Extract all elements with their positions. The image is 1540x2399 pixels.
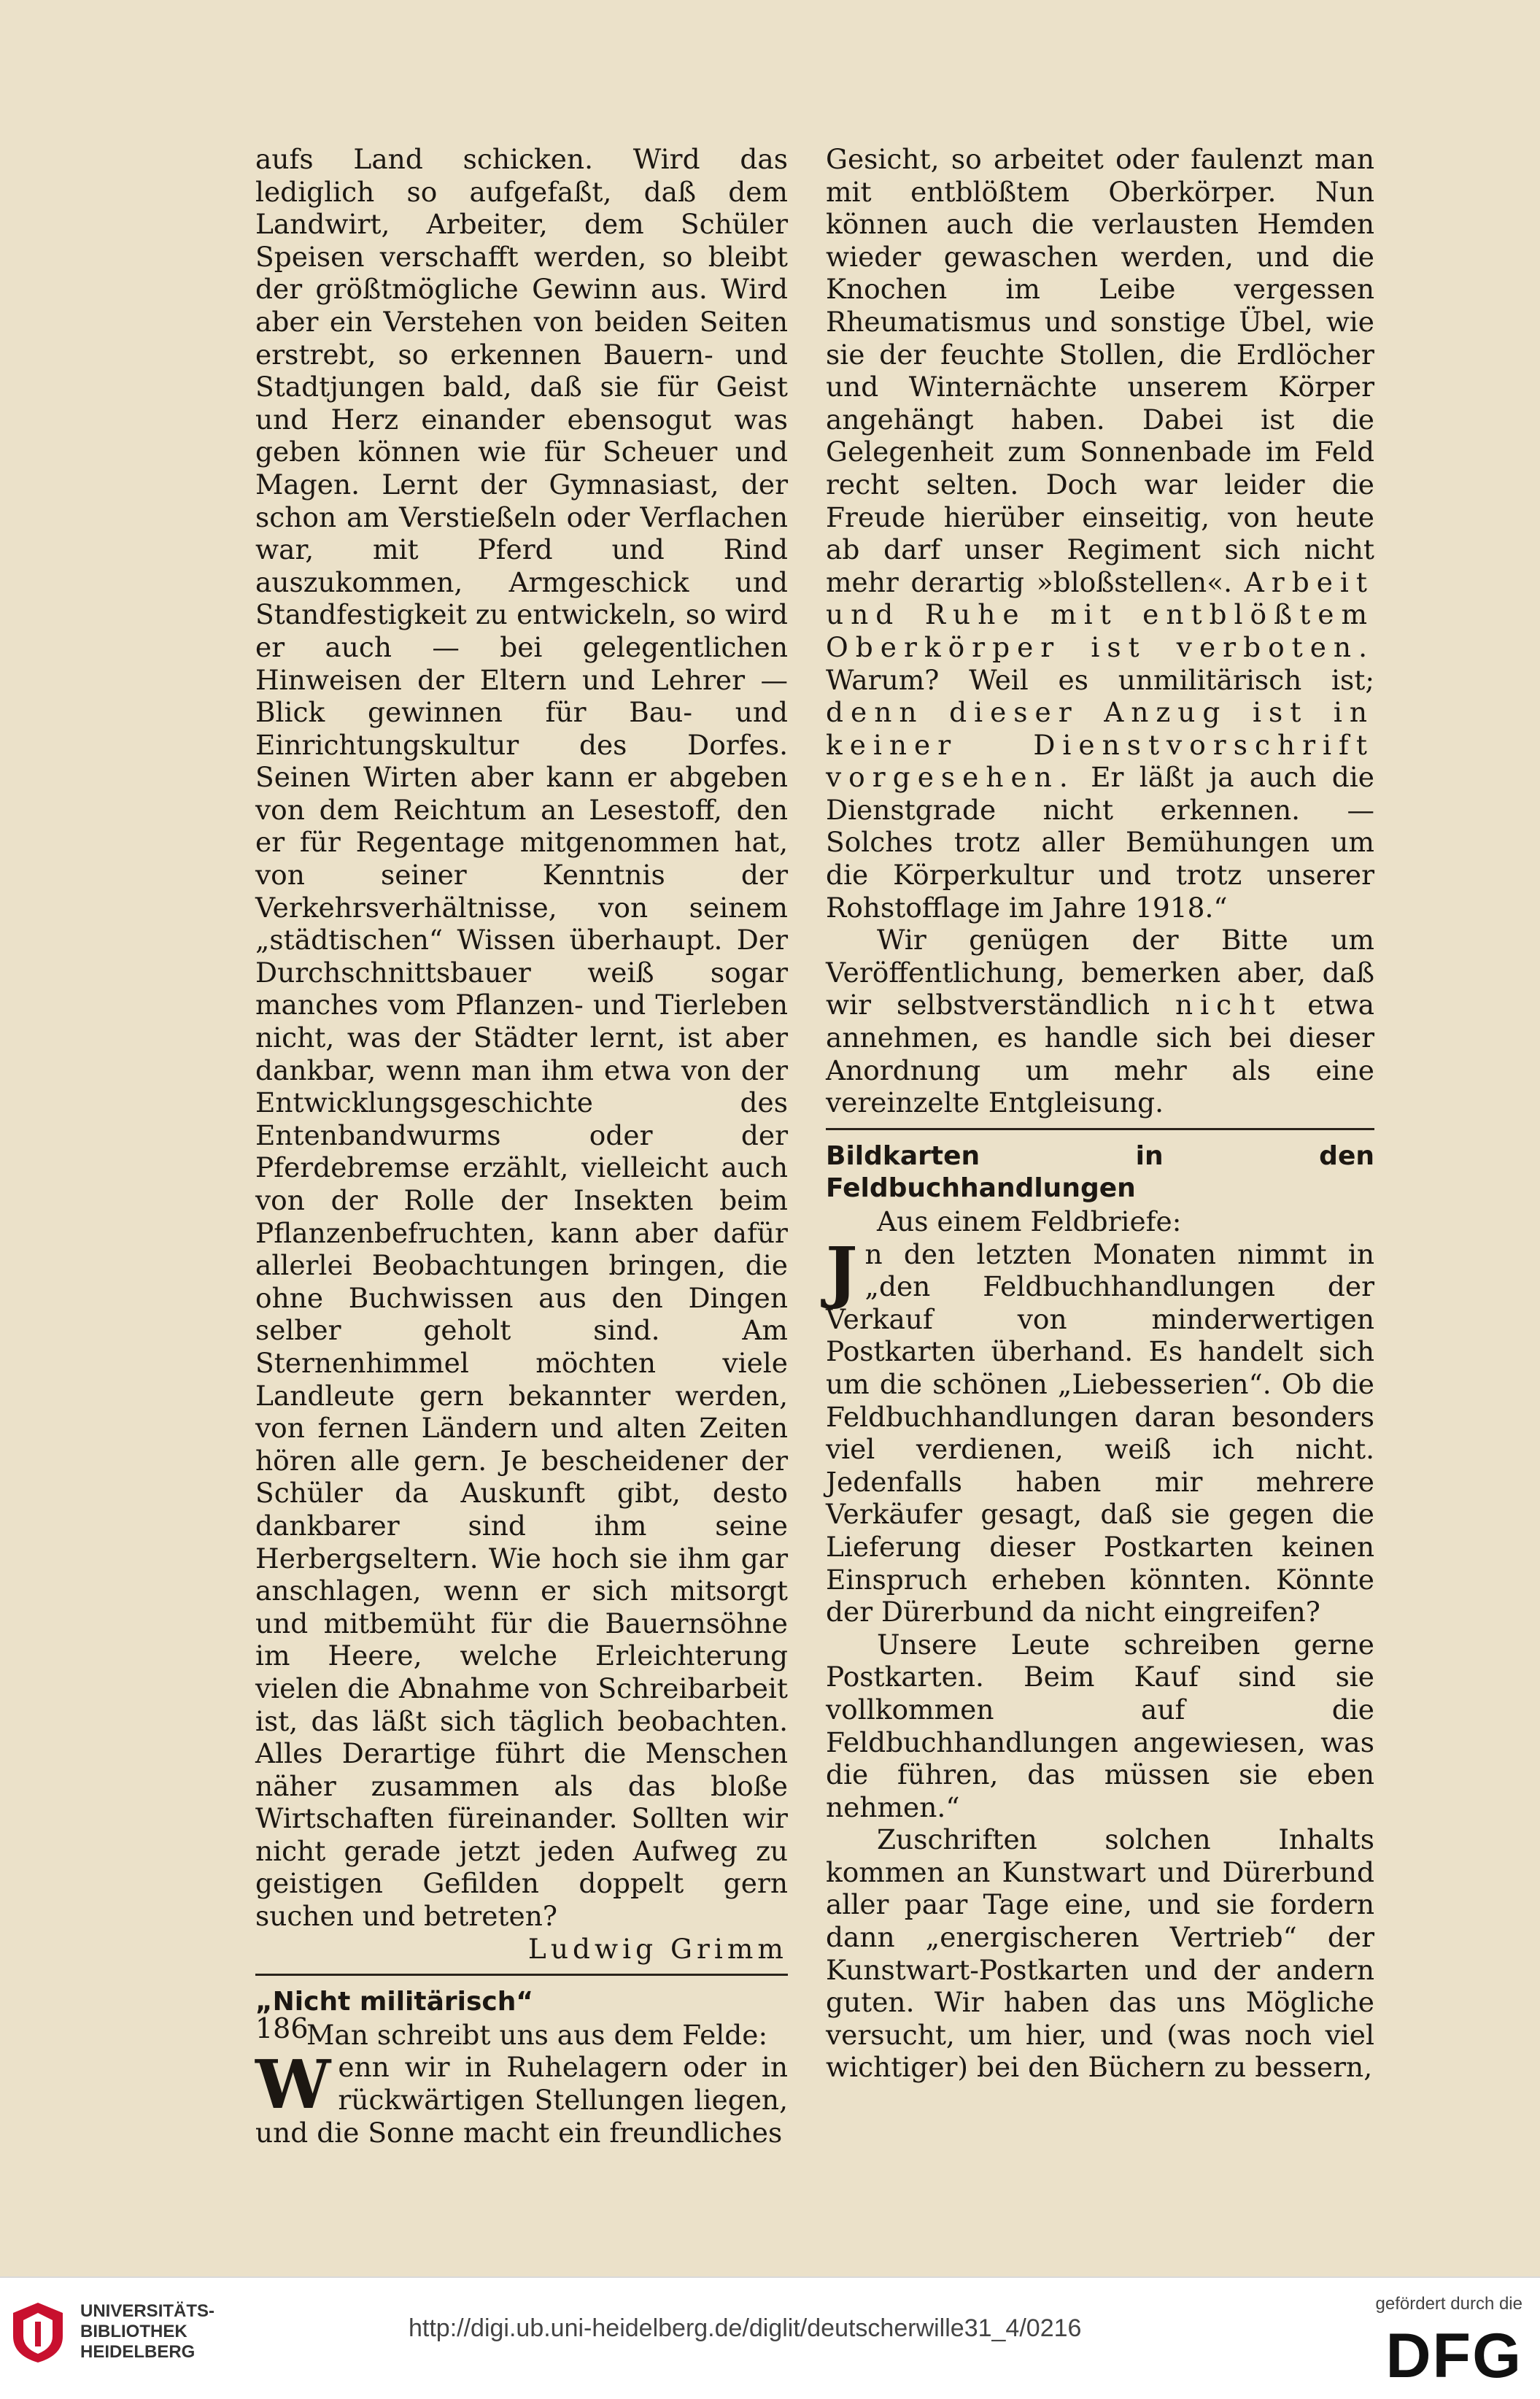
section-divider [255, 1974, 788, 1976]
page-number: 186 [255, 2012, 309, 2044]
paragraph: Zuschriften solchen Inhalts kommen an Kunstwart und Dürerbund aller paar Tage eine, und sie fordern dann „energischeren Vertrieb“ der Kunstwart-Postkarten und der andern guten. Wir haben das uns Mögliche versucht, um hier, und (was noch viel wichtiger) bei den Büchern zu bessern, [826, 1823, 1374, 2084]
drop-cap: J [826, 1232, 858, 1311]
paragraph [826, 1232, 1374, 1629]
institution-line: BIBLIOTHEK [80, 2322, 187, 2341]
paragraph-text: Er läßt ja auch die Dienstgrade nicht erkennen. — Solches trotz aller Bemühungen um die Körperkultur und trotz unserer Rohstofflage im Jahre 1918.“ [826, 761, 1374, 924]
section-heading: „Nicht militärisch“ [255, 1987, 534, 2017]
section-heading: Bildkarten in den Feldbuchhandlungen [826, 1140, 1374, 1204]
paragraph-text: Warum? Weil es unmilitärisch ist; [826, 663, 1374, 696]
author-signature: Ludwig Grimm [527, 1932, 788, 1965]
footer-bar [0, 2276, 1540, 2399]
paragraph-text: Wir genügen der Bitte um Veröffentlichung, bemerken aber, daß wir selbstverständlich [826, 924, 1374, 1021]
institution-line: UNIVERSITÄTS- [80, 2301, 215, 2321]
paragraph [255, 2045, 788, 2149]
permalink-url[interactable]: http://digi.ub.uni-heidelberg.de/diglit/deutscherwille31_4/0216 [409, 2314, 1082, 2342]
paragraph-text: Gesicht, so arbeitet oder faulenzt man mit entblößtem Oberkörper. Nun können auch die verlausten Hemden wieder gewaschen werden, und die Knochen im Leibe vergessen Rheumatismus und sonstige Übel, wie sie der feuchte Stollen, die Erdlöcher und Winternächte unserem Körper angehängt haben. Dabei ist die Gelegenheit zum Sonnenbade im Feld recht selten. Doch war leider die Freude hierüber einseitig, von heute ab darf unser Regiment sich nicht mehr derartig »bloßstellen«. [826, 143, 1374, 598]
section-divider [826, 1128, 1374, 1130]
paragraph-text: enn wir in Ruhelagern oder in rückwärtigen Stellungen liegen, und die Sonne macht ein freundliches [255, 2051, 788, 2149]
right-column [826, 143, 1374, 2084]
paragraph: aufs Land schicken. Wird das lediglich so aufgefaßt, daß dem Landwirt, Arbeiter, dem Schüler Speisen verschafft werden, so bleibt der größtmögliche Gewinn aus. Wird aber ein Verstehen von beiden Seiten erstrebt, so erkennen Bauern- und Stadtjungen bald, daß sie für Geist und Herz einander ebensogut was geben können wie für Scheuer und Magen. Lernt der Gymnasiast, der schon am Verstießeln oder Verflachen war, mit Pferd und Rind auszukommen, Armgeschick und Standfestigkeit zu entwickeln, so wird er auch — bei gelegentlichen Hinweisen der Eltern und Lehrer — Blick gewinnen für Bau- und Einrichtungskultur des Dorfes. Seinen Wirten aber kann er abgeben von dem Reichtum an Lesestoff, den er für Regentage mitgenommen hat, von seiner Kenntnis der Verkehrsverhältnisse, von seinem „städtischen“ Wissen überhaupt. Der Durchschnittsbauer weiß sogar manches vom Pflanzen- und Tierleben nicht, was der Städter lernt, ist aber dankbar, wenn man ihm etwa von der Entwicklungsgeschichte des Entenbandwurms oder der Pferdebremse erzählt, vielleicht auch von der Rolle der Insekten beim Pflanzenbefruchten, kann aber dafür allerlei Beobachtungen bringen, die ohne Buchwissen aus den Dingen selber geholt sind. Am Sternenhimmel möchten viele Landleute gern bekannter werden, von fernen Ländern und alten Zeiten hören alle gern. Je bescheidener der Schüler da Auskunft gibt, desto dankbarer sind ihm seine Herbergseltern. Wie hoch sie ihm gar anschlagen, wenn er sich mitsorgt und mitbemüht für die Bauernsöhne im Heere, welche Erleichterung vielen die Abnahme von Schreibarbeit ist, das läßt sich täglich beobachten. Alles Derartige führt die Menschen näher zusammen als das bloße Wirtschaften füreinander. Sollten wir nicht gerade jetzt jeden Aufweg zu geistigen Gefilden doppelt gern suchen und betreten? [255, 143, 788, 1933]
paragraph: Unsere Leute schreiben gerne Postkarten. Beim Kauf sind sie vollkommen auf die Feldbuchhandlungen angewiesen, was die führen, das müssen sie eben nehmen.“ [826, 1628, 1374, 1823]
intro-line: Aus einem Feldbriefe: [877, 1205, 1182, 1237]
dfg-logo: DFG [1385, 2321, 1522, 2391]
institution-name [80, 2301, 214, 2363]
spaced-text: denn dieser Anzug ist in keiner Dienstvorschrift vorgesehen. [826, 696, 1374, 794]
drop-cap: W [255, 2045, 331, 2125]
paragraph-text: n den letzten Monaten nimmt in „den Feldbuchhandlungen der Verkauf von minderwertigen Postkarten überhand. Es handelt sich um die schönen „Liebesserien“. Ob die Feldbuchhandlungen daran besonders viel verdienen, weiß ich nicht. Jedenfalls haben mir mehrere Verkäufer gesagt, daß sie gegen die Lieferung dieser Postkarten keinen Einspruch erheben könnten. Könnte der Dürerbund da nicht eingreifen? [826, 1237, 1374, 1629]
university-seal-icon [9, 2300, 67, 2365]
intro-line: Man schreibt uns aus dem Felde: [306, 2018, 768, 2051]
paragraph [826, 924, 1374, 1119]
institution-line: HEIDELBERG [80, 2342, 196, 2362]
spaced-text: Arbeit und Ruhe mit entblößtem Oberkörper ist verboten. [826, 565, 1374, 663]
paragraph [826, 143, 1374, 924]
paragraph-text: etwa annehmen, es handle sich bei dieser Anordnung um mehr als eine vereinzelte Entgleisung. [826, 989, 1374, 1119]
funding-caption: gefördert durch die [1375, 2294, 1522, 2314]
left-column [255, 143, 788, 2149]
spaced-text: nicht [1175, 989, 1282, 1021]
